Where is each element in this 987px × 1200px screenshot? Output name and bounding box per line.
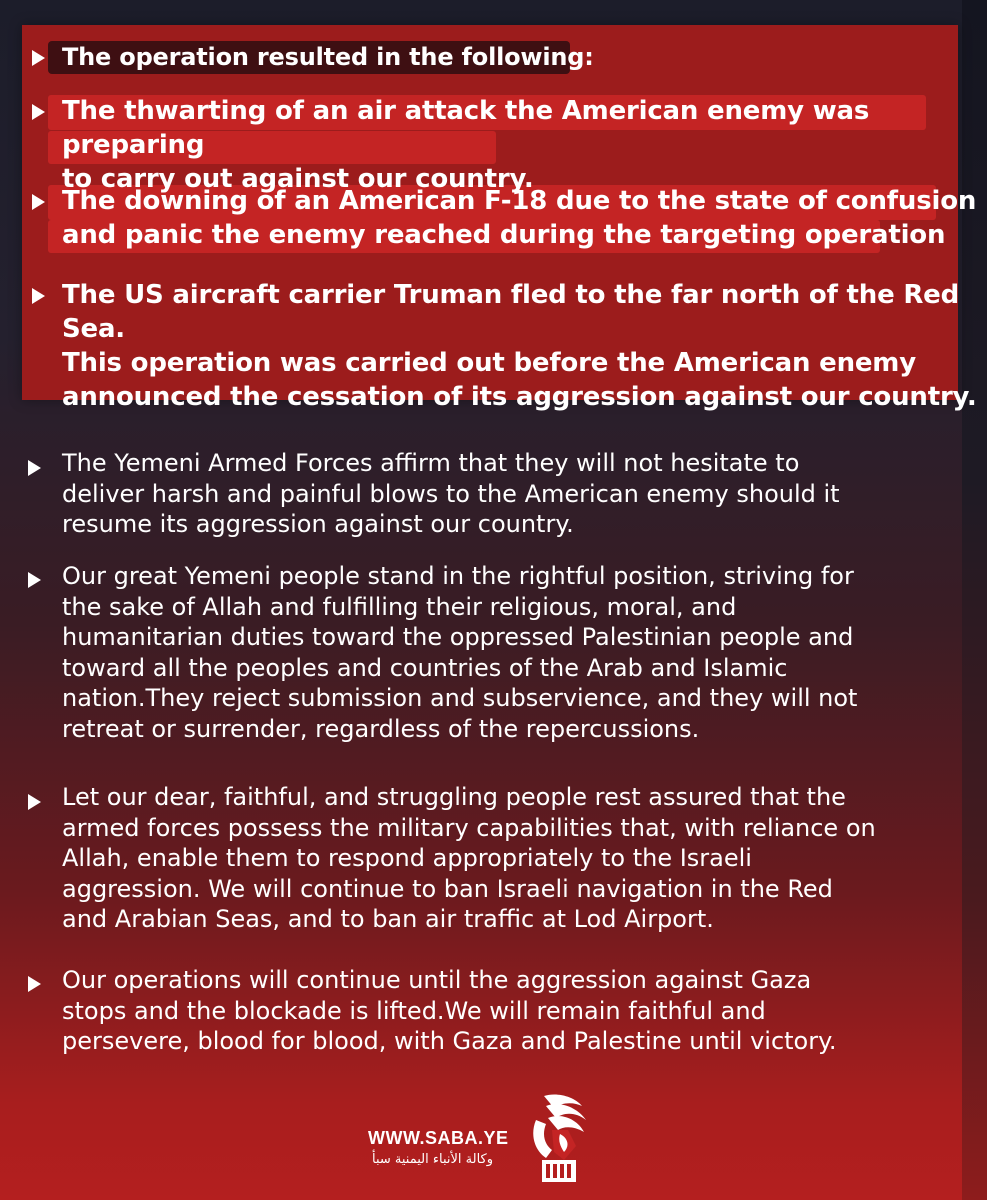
triangle-right-icon <box>28 976 41 992</box>
triangle-right-icon <box>28 460 41 476</box>
saba-logo <box>368 1090 598 1190</box>
triangle-right-icon <box>32 104 45 120</box>
agency-name-arabic: وكالة الأنباء اليمنية سبأ <box>372 1152 493 1167</box>
statement-paragraph: Our operations will continue until the aggression against Gaza stops and the blockade is lifted.We will remain faithful and persevere, blood for blood, with Gaza and Palestine until victory. <box>62 966 837 1055</box>
saba-eagle-emblem <box>516 1090 598 1185</box>
triangle-right-icon <box>32 50 45 66</box>
site-url: WWW.SABA.YE <box>368 1128 509 1148</box>
results-title: The operation resulted in the following: <box>62 43 594 71</box>
statement-paragraph: Our great Yemeni people stand in the rightful position, striving for the sake of Allah and fulfilling their religious, moral, and humanitarian duties toward the oppressed Palestinian people and toward all the peoples and countries of the Arab and Islamic nation.They reject submission and subservience, and they will not retreat or surrender, regardless of the repercussions. <box>62 562 858 743</box>
result-item: The thwarting of an air attack the American enemy was preparing to carry out against our country. <box>62 96 870 194</box>
triangle-right-icon <box>28 572 41 588</box>
result-item: The downing of an American F-18 due to the state of confusion and panic the enemy reached during the targeting operation <box>62 186 977 250</box>
result-item: The US aircraft carrier Truman fled to the far north of the Red Sea. This operation was carried out before the American enemy announced the cessation of its aggression against our country. <box>62 280 977 412</box>
statement-paragraph: The Yemeni Armed Forces affirm that they will not hesitate to deliver harsh and painful blows to the American enemy should it resume its aggression against our country. <box>62 449 840 538</box>
triangle-right-icon <box>32 288 45 304</box>
triangle-right-icon <box>28 794 41 810</box>
triangle-right-icon <box>32 194 45 210</box>
statement-paragraph: Let our dear, faithful, and struggling people rest assured that the armed forces possess the military capabilities that, with reliance on Allah, enable them to respond appropriately to the Israeli aggression. We will continue to ban Israeli navigation in the Red and Arabian Seas, and to ban air traffic at Lod Airport. <box>62 783 876 933</box>
